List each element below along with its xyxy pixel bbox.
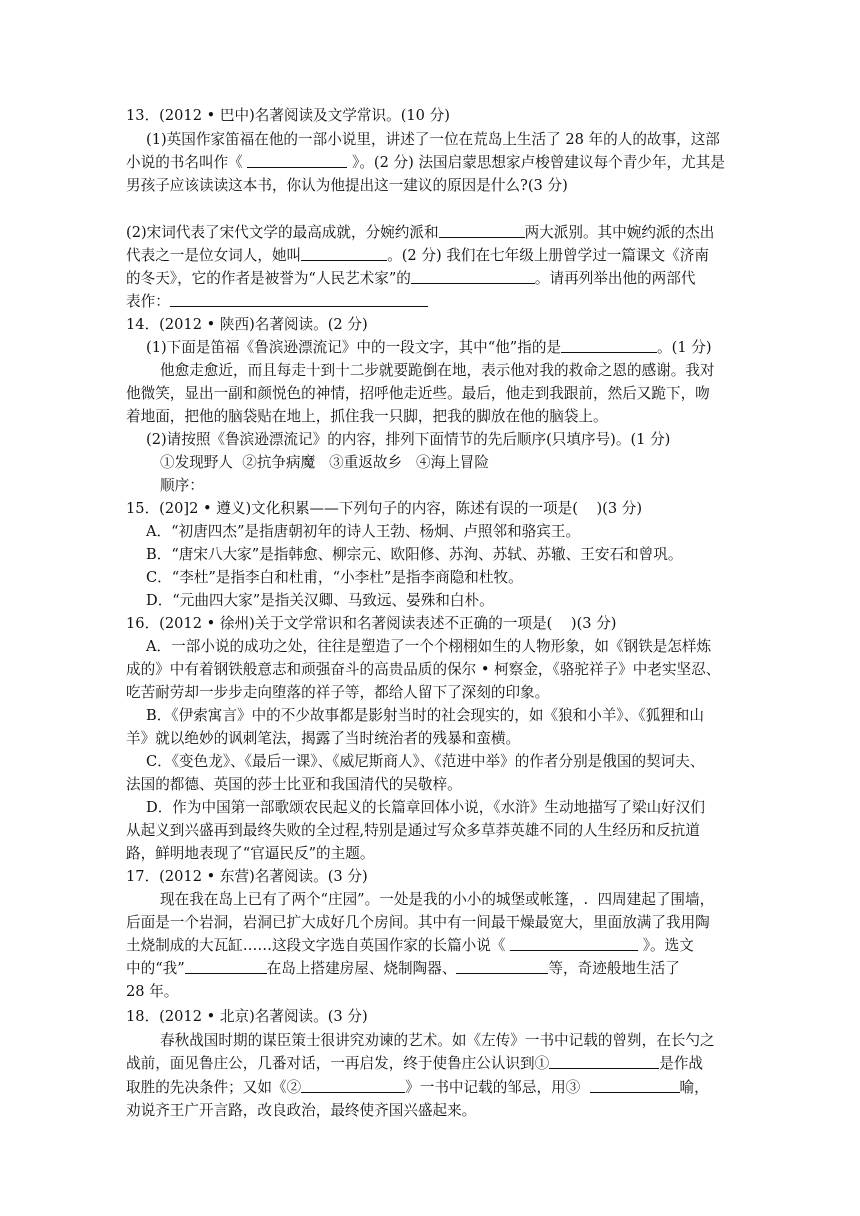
q17-text-a: 土烧制成的大瓦缸……这段文字选自英国作家的长篇小说《 [126, 937, 511, 954]
q18-text-d: 》一书中记载的邹忌，用③ [405, 1079, 590, 1096]
q17-person-blank[interactable] [185, 957, 267, 974]
q16-option-d-line3: 路，鲜明地表现了“官逼民反”的主题。 [126, 845, 375, 862]
q13-part1-line2 [126, 151, 725, 174]
q18-text-b: 是作战 [659, 1055, 704, 1072]
q18-line4: 劝说齐王广开言路，改良政治，最终使齐国兴盛起来。 [126, 1102, 477, 1119]
q15-option-d: D．“元曲四大家”是指关汉卿、马致远、晏殊和白朴。 [146, 592, 494, 609]
question-14-title: 14．(2012 • 陕西)名著阅读。(2 分) [126, 316, 368, 333]
q16-option-a-line3: 吃苦耐劳却一步步走向堕落的祥子等，都给人留下了深刻的印象。 [126, 684, 550, 701]
q13-part2-text-b: 两大派别。其中婉约派的杰出 [524, 224, 715, 241]
q14-part2: (2)请按照《鲁滨逊漂流记》的内容，排列下面情节的先后顺序(只填序号)。(1 分) [146, 431, 671, 448]
q14-passage-line1: 他愈走愈近，而且每走十到十二步就要跪倒在地，表示他对我的救命之恩的感谢。我对 [160, 362, 715, 379]
q16-option-a-line1: A．一部小说的成功之处，往往是塑造了一个个栩栩如生的人物形象，如《钢铁是怎样炼 [146, 638, 712, 655]
question-13-title: 13．(2012 • 巴中)名著阅读及文学常识。(10 分) [126, 107, 450, 124]
q17-line2: 后面是一个岩洞，岩洞已扩大成好几个房间。其中有一间最干燥最宽大，里面放满了我用陶 [126, 914, 710, 931]
q13-school-blank[interactable] [439, 221, 525, 238]
q13-part2-text-g: 表作： [126, 293, 170, 310]
q17-line3 [126, 934, 694, 957]
q17-line4 [126, 957, 680, 980]
q13-author-blank[interactable] [411, 267, 535, 284]
q14-passage-line2: 他微笑，显出一副和颜悦色的神情，招呼他走近些。最后，他走到我跟前，然后又跪下，吻 [126, 385, 710, 402]
q16-option-c-line1: C．《变色龙》、《最后一课》、《威尼斯商人》、《范进中举》的作者分别是俄国的契诃夫、 [146, 753, 705, 770]
q14-order-label: 顺序： [160, 477, 204, 494]
q13-part1-line3: 男孩子应该读读这本书，你认为他提出这一建议的原因是什么?(3 分) [126, 177, 568, 194]
q18-blank-2[interactable] [301, 1076, 405, 1093]
q18-line1: 春秋战国时期的谋臣策士很讲究劝谏的艺术。如《左传》一书中记载的曾刿，在长勺之 [160, 1032, 715, 1049]
q18-line2 [126, 1052, 703, 1075]
q17-novel-blank[interactable] [510, 934, 638, 951]
q16-option-d-line1: D．作为中国第一部歌颂农民起义的长篇章回体小说，《水浒》生动地描写了梁山好汉们 [146, 799, 705, 816]
q17-text-c: 中的“我” [126, 960, 185, 977]
q17-line1: 现在我在岛上已有了两个“庄园”。一处是我的小小的城堡或帐篷，. 四周建起了围墙， [160, 891, 715, 908]
question-18-title: 18．(2012 • 北京)名著阅读。(3 分) [126, 1008, 368, 1025]
question-17-title: 17．(2012 • 东营)名著阅读。(3 分) [126, 868, 368, 885]
q16-option-b-line1: B．《伊索寓言》中的不少故事都是影射当时的社会现实的，如《狼和小羊》、《狐狸和山 [146, 707, 704, 724]
q16-option-d-line2: 从起义到兴盛再到最终失败的全过程,特别是通过写众多草莽英雄不同的人生经历和反抗道 [126, 822, 700, 839]
q13-part2-text-d: 。(2 分) 我们在七年级上册曾学过一篇课文《济南 [387, 247, 709, 264]
q18-line3 [126, 1076, 709, 1099]
q13-part1-text-b: 》。(2 分) 法国启蒙思想家卢梭曾建议每个青少年，尤其是 [347, 154, 725, 171]
q17-text-e: 等，奇迹般地生活了 [548, 960, 680, 977]
q13-part2-text-c: 代表之一是位女词人，她叫 [126, 247, 302, 264]
q13-works-blank[interactable] [170, 290, 428, 307]
q16-option-b-line2: 羊》就以绝妙的讽刺笔法，揭露了当时统治者的残暴和蛮横。 [126, 730, 521, 747]
q13-part2-text-f: 。请再列举出他的两部代 [534, 270, 696, 287]
question-15-title: 15．(20]2 • 遵义)文化积累——下列句子的内容，陈述有误的一项是( )(3 分) [126, 500, 643, 517]
q13-poet-blank[interactable] [301, 244, 387, 261]
q13-book-title-blank[interactable] [247, 151, 347, 168]
q14-part1 [146, 336, 712, 359]
q13-part1-line1: (1)英国作家笛福在他的一部小说里，讲述了一位在荒岛上生活了 28 年的人的故事，这部 [146, 131, 720, 148]
q14-options: ①发现野人 ②抗争病魔 ③重返故乡 ④海上冒险 [160, 454, 489, 471]
q14-passage-line3: 着地面，把他的脑袋贴在地上，抓住我一只脚，把我的脚放在他的脑袋上。 [126, 408, 608, 425]
q13-part2-line4 [126, 290, 428, 313]
q14-part1-text-a: (1)下面是笛福《鲁滨逊漂流记》中的一段文字，其中“他”指的是 [146, 339, 562, 356]
q13-part2-line1 [126, 221, 714, 244]
q18-text-c: 取胜的先决条件；又如《② [126, 1079, 302, 1096]
q18-blank-1[interactable] [549, 1052, 659, 1069]
q17-text-b: 》。选文 [638, 937, 694, 954]
q13-part2-text-e: 的冬天》，它的作者是被誉为“人民艺术家”的 [126, 270, 411, 287]
q18-text-e: 喻， [679, 1079, 709, 1096]
q14-part1-text-b: 。(1 分) [657, 339, 712, 356]
q17-text-d: 在岛上搭建房屋、烧制陶器、 [266, 960, 457, 977]
q13-part1-text-a: 小说的书名叫作《 [126, 154, 248, 171]
q15-option-b: B．“唐宋八大家”是指韩愈、柳宗元、欧阳修、苏洵、苏轼、苏辙、王安石和曾巩。 [146, 546, 683, 563]
q15-option-a: A．“初唐四杰”是指唐朝初年的诗人王勃、杨炯、卢照邻和骆宾王。 [146, 523, 581, 540]
question-16-title: 16．(2012 • 徐州)关于文学常识和名著阅读表述不正确的一项是( )(3 分) [126, 615, 617, 632]
q15-option-c: C．“李杜”是指李白和杜甫，“小李杜”是指李商隐和杜牧。 [146, 569, 523, 586]
q17-activity-blank[interactable] [456, 957, 548, 974]
q14-he-blank[interactable] [561, 336, 657, 353]
q18-text-a: 战前，面见鲁庄公，几番对话，一再启发，终于使鲁庄公认识到① [126, 1055, 550, 1072]
q17-line5: 28 年。 [126, 983, 179, 1000]
q18-blank-3[interactable] [590, 1076, 680, 1093]
q13-part2-line2 [126, 244, 709, 267]
q16-option-a-line2: 成的》中有着钢铁般意志和顽强奋斗的高贵品质的保尔 • 柯察金，《骆驼祥子》中老实坚忍、 [126, 661, 721, 678]
q13-part2-text-a: (2)宋词代表了宋代文学的最高成就，分婉约派和 [126, 224, 439, 241]
q13-part2-line3 [126, 267, 695, 290]
q16-option-c-line2: 法国的都德、英国的莎士比亚和我国清代的吴敬梓。 [126, 776, 462, 793]
